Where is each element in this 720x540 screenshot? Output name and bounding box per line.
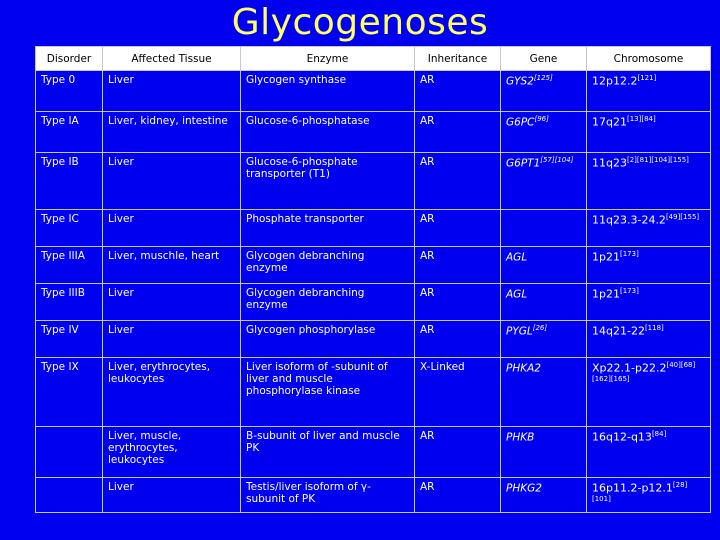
chromosome-locus: 12p12.2 xyxy=(592,74,638,88)
cell-inheritance: X-Linked xyxy=(415,358,501,427)
gene-reference: [125] xyxy=(533,74,553,82)
cell-chromosome xyxy=(587,112,711,153)
header-disorder: Disorder xyxy=(36,47,103,71)
cell-chromosome xyxy=(587,478,711,513)
cell-disorder: Type IA xyxy=(36,112,103,153)
header-gene: Gene xyxy=(501,47,587,71)
cell-enzyme: Glucose-6-phosphate transporter (T1) xyxy=(241,153,415,210)
cell-enzyme: Glycogen debranching enzyme xyxy=(241,247,415,284)
table-row xyxy=(36,284,711,321)
chromosome-locus: 17q21 xyxy=(592,115,627,129)
cell-enzyme: Phosphate transporter xyxy=(241,210,415,247)
cell-gene xyxy=(501,478,587,513)
cell-inheritance: AR xyxy=(415,71,501,112)
chromosome-locus: 11q23 xyxy=(592,156,627,170)
chromosome-locus: 16q12-q13 xyxy=(592,430,652,444)
cell-inheritance: AR xyxy=(415,210,501,247)
cell-inheritance: AR xyxy=(415,478,501,513)
chromosome-reference: [13][84] xyxy=(626,115,656,123)
cell-gene xyxy=(501,284,587,321)
chromosome-reference: [84] xyxy=(651,430,667,438)
header-inheritance: Inheritance xyxy=(415,47,501,71)
cell-disorder: Type IX xyxy=(36,358,103,427)
chromosome-reference: [28][101] xyxy=(592,481,688,503)
cell-tissue: Liver xyxy=(103,284,241,321)
cell-inheritance: AR xyxy=(415,247,501,284)
cell-tissue: Liver xyxy=(103,478,241,513)
cell-inheritance: AR xyxy=(415,427,501,478)
chromosome-locus: 14q21-22 xyxy=(592,324,645,338)
table-row xyxy=(36,71,711,112)
gene-name: AGL xyxy=(506,251,528,264)
header-enzyme: Enzyme xyxy=(241,47,415,71)
cell-tissue: Liver xyxy=(103,210,241,247)
chromosome-locus: 1p21 xyxy=(592,250,620,264)
cell-inheritance: AR xyxy=(415,153,501,210)
cell-chromosome xyxy=(587,247,711,284)
cell-inheritance: AR xyxy=(415,112,501,153)
table-row xyxy=(36,153,711,210)
cell-tissue: Liver xyxy=(103,321,241,358)
cell-inheritance: AR xyxy=(415,321,501,358)
cell-gene xyxy=(501,427,587,478)
cell-chromosome xyxy=(587,427,711,478)
cell-enzyme: Glucose-6-phosphatase xyxy=(241,112,415,153)
chromosome-reference: [173] xyxy=(619,287,639,295)
chromosome-locus: Xp22.1-p22.2 xyxy=(592,361,667,375)
cell-inheritance: AR xyxy=(415,284,501,321)
gene-name: PYGL xyxy=(506,325,533,338)
table-row xyxy=(36,210,711,247)
cell-tissue: Liver xyxy=(103,153,241,210)
gene-reference: [57][104] xyxy=(540,156,574,164)
cell-disorder: Type 0 xyxy=(36,71,103,112)
cell-disorder: Type IIIB xyxy=(36,284,103,321)
cell-gene xyxy=(501,210,587,247)
gene-name: G6PC xyxy=(506,116,535,129)
cell-chromosome xyxy=(587,284,711,321)
cell-gene xyxy=(501,247,587,284)
cell-gene xyxy=(501,153,587,210)
chromosome-reference: [2][81][104][155] xyxy=(626,156,689,164)
cell-gene xyxy=(501,71,587,112)
chromosome-locus: 1p21 xyxy=(592,287,620,301)
table-header-row xyxy=(36,47,711,71)
table-row xyxy=(36,112,711,153)
cell-enzyme: Glycogen synthase xyxy=(241,71,415,112)
cell-disorder xyxy=(36,478,103,513)
table-row xyxy=(36,478,711,513)
glycogenoses-table xyxy=(35,46,711,513)
cell-enzyme: Glycogen phosphorylase xyxy=(241,321,415,358)
chromosome-locus: 16p11.2-p12.1 xyxy=(592,481,673,495)
cell-chromosome xyxy=(587,153,711,210)
cell-disorder: Type IB xyxy=(36,153,103,210)
cell-disorder: Type IC xyxy=(36,210,103,247)
gene-name: PHKA2 xyxy=(506,362,541,375)
cell-enzyme: Liver isoform of -subunit of liver and muscle phosphorylase kinase xyxy=(241,358,415,427)
gene-name: G6PT1 xyxy=(506,157,541,170)
cell-chromosome xyxy=(587,210,711,247)
gene-name: PHKB xyxy=(506,431,535,444)
cell-chromosome xyxy=(587,358,711,427)
chromosome-reference: [173] xyxy=(619,250,639,258)
header-affected-tissue: Affected Tissue xyxy=(103,47,241,71)
cell-gene xyxy=(501,321,587,358)
table-row xyxy=(36,427,711,478)
cell-gene xyxy=(501,112,587,153)
chromosome-locus: 11q23.3-24.2 xyxy=(592,213,666,227)
table-row xyxy=(36,358,711,427)
cell-enzyme: Testis/liver isoform of γ-subunit of PK xyxy=(241,478,415,513)
cell-chromosome xyxy=(587,71,711,112)
cell-enzyme: Glycogen debranching enzyme xyxy=(241,284,415,321)
gene-name: AGL xyxy=(506,288,528,301)
header-chromosome: Chromosome xyxy=(587,47,711,71)
cell-chromosome xyxy=(587,321,711,358)
cell-disorder: Type IIIA xyxy=(36,247,103,284)
cell-disorder xyxy=(36,427,103,478)
gene-reference: [26] xyxy=(532,324,548,332)
cell-tissue: Liver xyxy=(103,71,241,112)
cell-tissue: Liver, muscle, erythrocytes, leukocytes xyxy=(103,427,241,478)
chromosome-reference: [40][68][162][165] xyxy=(592,361,696,383)
slide-title: Glycogenoses xyxy=(231,2,489,43)
cell-gene xyxy=(501,358,587,427)
chromosome-reference: [121] xyxy=(637,74,657,82)
cell-disorder: Type IV xyxy=(36,321,103,358)
chromosome-reference: [118] xyxy=(644,324,664,332)
cell-tissue: Liver, kidney, intestine xyxy=(103,112,241,153)
gene-name: PHKG2 xyxy=(506,482,542,495)
cell-tissue: Liver, erythrocytes, leukocytes xyxy=(103,358,241,427)
table-row xyxy=(36,321,711,358)
cell-enzyme: B-subunit of liver and muscle PK xyxy=(241,427,415,478)
chromosome-reference: [49][155] xyxy=(665,213,700,221)
table-row xyxy=(36,247,711,284)
gene-name: GYS2 xyxy=(506,75,534,88)
gene-reference: [96] xyxy=(534,115,549,123)
cell-tissue: Liver, muschle, heart xyxy=(103,247,241,284)
